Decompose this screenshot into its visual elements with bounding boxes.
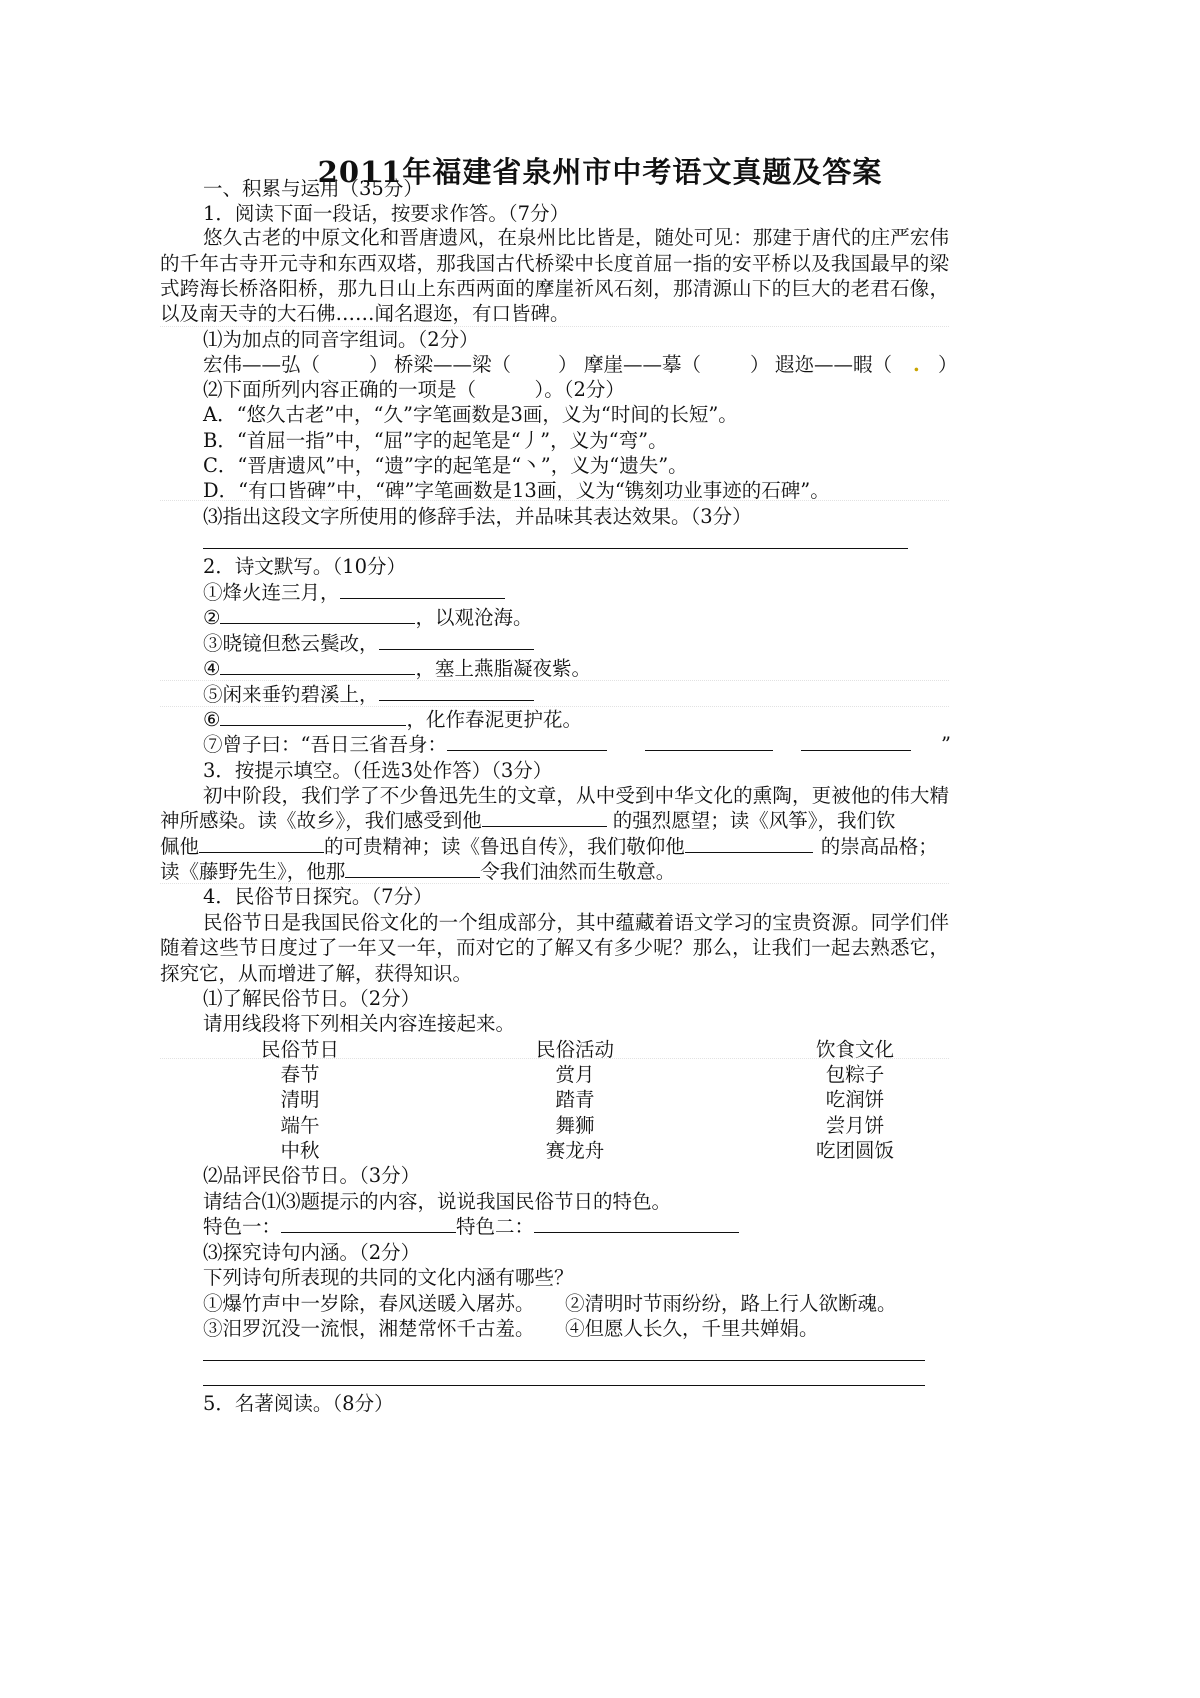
option-d: D．“有口皆碑”中，“碑”字笔画数是13画，义为“镌刻功业事迹的石碑”。 bbox=[203, 479, 830, 502]
activity-cell[interactable]: 舞狮 bbox=[555, 1114, 595, 1137]
q1-paragraph-line: 的千年古寺开元寺和东西双塔，那我国古代桥梁中长度首屈一指的安平桥以及我国最早的梁 bbox=[160, 252, 949, 275]
question-1-heading: 1．阅读下面一段话，按要求作答。（7分） bbox=[203, 202, 570, 225]
q4-paragraph-line: 探究它，从而增进了解，获得知识。 bbox=[160, 962, 473, 985]
answer-line bbox=[203, 1360, 925, 1361]
q3-paragraph-line bbox=[160, 858, 675, 885]
poem-quote: ③汨罗沉没一流恨，湘楚常怀千古羞。 bbox=[203, 1317, 535, 1340]
activity-cell[interactable]: 赛龙舟 bbox=[545, 1139, 605, 1162]
poem-quote: ④但愿人长久，千里共婵娟。 bbox=[565, 1317, 819, 1340]
answer-line bbox=[203, 1385, 925, 1386]
q3-paragraph-line bbox=[160, 807, 896, 834]
fill-blank[interactable] bbox=[482, 807, 607, 827]
question-3-heading: 3．按提示填空。（任选3处作答）（3分） bbox=[203, 759, 553, 782]
poem-line-6 bbox=[203, 706, 582, 733]
q4-paragraph-line: 随着这些节日度过了一年又一年，而对它的了解又有多少呢？那么，让我们一起去熟悉它， bbox=[160, 936, 949, 959]
poem-line-7 bbox=[203, 731, 951, 758]
q3-text: 神所感染。读《故乡》，我们感受到他 bbox=[160, 809, 482, 832]
paren-close: ） bbox=[558, 353, 578, 376]
q4-sub-2-tip: 请结合⑴⑶题提示的内容，说说我国民俗节日的特色。 bbox=[203, 1190, 672, 1213]
poem-text: ⑥ bbox=[203, 708, 221, 731]
paren-close: ） bbox=[938, 353, 958, 376]
feature-label: 特色一： bbox=[203, 1215, 282, 1238]
q4-paragraph-line: 民俗节日是我国民俗文化的一个组成部分，其中蕴藏着语文学习的宝贵资源。同学们伴 bbox=[203, 911, 949, 934]
fill-blank[interactable] bbox=[379, 681, 534, 701]
fill-blank[interactable] bbox=[534, 1213, 739, 1233]
poem-text: ③晓镜但愁云鬓改， bbox=[203, 632, 379, 655]
fill-blank[interactable] bbox=[340, 579, 505, 599]
fill-blank[interactable] bbox=[447, 731, 607, 751]
festival-cell[interactable]: 清明 bbox=[280, 1088, 320, 1111]
poem-quote: ①爆竹声中一岁除，春风送暖入屠苏。 bbox=[203, 1292, 535, 1315]
q1-sub-3: ⑶指出这段文字所使用的修辞手法，并品味其表达效果。（3分） bbox=[203, 505, 752, 528]
poem-line-2 bbox=[203, 604, 533, 631]
poem-text: ，以观沧海。 bbox=[415, 606, 533, 629]
poem-line-1 bbox=[203, 579, 505, 606]
question-2-heading: 2．诗文默写。（10分） bbox=[203, 555, 406, 578]
answer-line bbox=[203, 548, 908, 549]
fill-blank[interactable] bbox=[801, 731, 911, 751]
faint-rule bbox=[160, 500, 949, 501]
food-cell[interactable]: 包粽子 bbox=[825, 1063, 885, 1086]
option-b: B．“首屈一指”中，“屈”字的起笔是“丿”，义为“弯”。 bbox=[203, 429, 668, 452]
fill-blank[interactable] bbox=[645, 731, 773, 751]
q4-sub-3-tip: 下列诗句所表现的共同的文化内涵有哪些？ bbox=[203, 1266, 574, 1289]
homophone-item-1: 宏伟——弘（ bbox=[203, 353, 321, 376]
fill-blank[interactable] bbox=[220, 655, 415, 675]
poem-line-4 bbox=[203, 655, 591, 682]
festival-cell[interactable]: 端午 bbox=[280, 1114, 320, 1137]
poem-text: ①烽火连三月， bbox=[203, 581, 340, 604]
q4-sub-1: ⑴了解民俗节日。（2分） bbox=[203, 987, 421, 1010]
feature-label: 特色二： bbox=[456, 1215, 535, 1238]
q3-paragraph-line: 初中阶段，我们学了不少鲁迅先生的文章，从中受到中华文化的熏陶，更被他的伟大精 bbox=[203, 784, 949, 807]
section-heading: 一、积累与运用（35分） bbox=[203, 177, 423, 200]
food-cell[interactable]: 吃团圆饭 bbox=[815, 1139, 894, 1162]
fill-blank[interactable] bbox=[379, 630, 534, 650]
poem-text: ，化作春泥更护花。 bbox=[406, 708, 582, 731]
q3-text: 的强烈愿望；读《风筝》，我们钦 bbox=[612, 809, 896, 832]
food-cell[interactable]: 吃润饼 bbox=[825, 1088, 885, 1111]
question-4-heading: 4．民俗节日探究。（7分） bbox=[203, 885, 433, 908]
poem-text: ” bbox=[940, 733, 951, 756]
q4-sub-1-tip: 请用线段将下列相关内容连接起来。 bbox=[203, 1012, 516, 1035]
question-5-heading: 5．名著阅读。（8分） bbox=[203, 1392, 394, 1415]
q3-text: 读《藤野先生》，他那 bbox=[160, 860, 346, 883]
q3-text: 令我们油然而生敬意。 bbox=[480, 860, 676, 883]
poem-text: ⑤闲来垂钓碧溪上， bbox=[203, 683, 379, 706]
festival-cell[interactable]: 春节 bbox=[280, 1063, 320, 1086]
homophone-item-4: 遐迩——暇（ bbox=[775, 353, 893, 376]
q4-sub-2: ⑵品评民俗节日。（3分） bbox=[203, 1164, 421, 1187]
poem-quote: ②清明时节雨纷纷，路上行人欲断魂。 bbox=[565, 1292, 897, 1315]
poem-line-5 bbox=[203, 681, 534, 708]
fill-blank[interactable] bbox=[220, 706, 406, 726]
q3-paragraph-line bbox=[160, 833, 938, 860]
feature-line bbox=[203, 1213, 739, 1240]
q4-sub-3: ⑶探究诗句内涵。（2分） bbox=[203, 1241, 421, 1264]
poem-line-3 bbox=[203, 630, 534, 657]
q3-text: 的可贵精神；读《鲁迅自传》，我们敬仰他 bbox=[324, 835, 685, 858]
poem-text: ② bbox=[203, 606, 221, 629]
paren-close: ） bbox=[369, 353, 389, 376]
col-header-food: 饮食文化 bbox=[815, 1038, 894, 1061]
q1-paragraph-line: 以及南天寺的大石佛……闻名遐迩，有口皆碑。 bbox=[160, 302, 570, 325]
activity-cell[interactable]: 赏月 bbox=[555, 1063, 595, 1086]
option-a: A．“悠久古老”中，“久”字笔画数是3画，义为“时间的长短”。 bbox=[203, 403, 738, 426]
q1-paragraph-line: 式跨海长桥洛阳桥，那九日山上东西两面的摩崖祈风石刻，那清源山下的巨大的老君石像， bbox=[160, 277, 949, 300]
emphasis-dot: . bbox=[913, 353, 920, 376]
festival-cell[interactable]: 中秋 bbox=[280, 1139, 320, 1162]
q1-paragraph-line: 悠久古老的中原文化和晋唐遗风，在泉州比比皆是，随处可见：那建于唐代的庄严宏伟 bbox=[203, 226, 949, 249]
fill-blank[interactable] bbox=[199, 833, 324, 853]
col-header-festival: 民俗节日 bbox=[260, 1038, 339, 1061]
q1-sub-2: ⑵下面所列内容正确的一项是（ ）。（2分） bbox=[203, 378, 625, 401]
q1-sub-1: ⑴为加点的同音字组词。（2分） bbox=[203, 328, 479, 351]
paren-close: ） bbox=[750, 353, 770, 376]
fill-blank[interactable] bbox=[345, 858, 480, 878]
option-c: C．“晋唐遗风”中，“遗”字的起笔是“丶”，义为“遗失”。 bbox=[203, 454, 688, 477]
fill-blank[interactable] bbox=[220, 604, 415, 624]
homophone-item-2: 桥梁——梁（ bbox=[394, 353, 512, 376]
poem-text: ，塞上燕脂凝夜紫。 bbox=[415, 657, 591, 680]
food-cell[interactable]: 尝月饼 bbox=[825, 1114, 885, 1137]
poem-text: ⑦曾子曰：“吾日三省吾身： bbox=[203, 733, 447, 756]
fill-blank[interactable] bbox=[685, 833, 813, 853]
q3-text: 的崇高品格； bbox=[820, 835, 938, 858]
faint-rule bbox=[160, 1058, 949, 1059]
homophone-item-3: 摩崖——摹（ bbox=[584, 353, 702, 376]
page-title: 2011年福建省泉州市中考语文真题及答案 bbox=[317, 155, 883, 189]
col-header-activity: 民俗活动 bbox=[535, 1038, 614, 1061]
q3-text: 佩他 bbox=[160, 835, 200, 858]
fill-blank[interactable] bbox=[281, 1213, 456, 1233]
poem-text: ④ bbox=[203, 657, 221, 680]
activity-cell[interactable]: 踏青 bbox=[555, 1088, 595, 1111]
